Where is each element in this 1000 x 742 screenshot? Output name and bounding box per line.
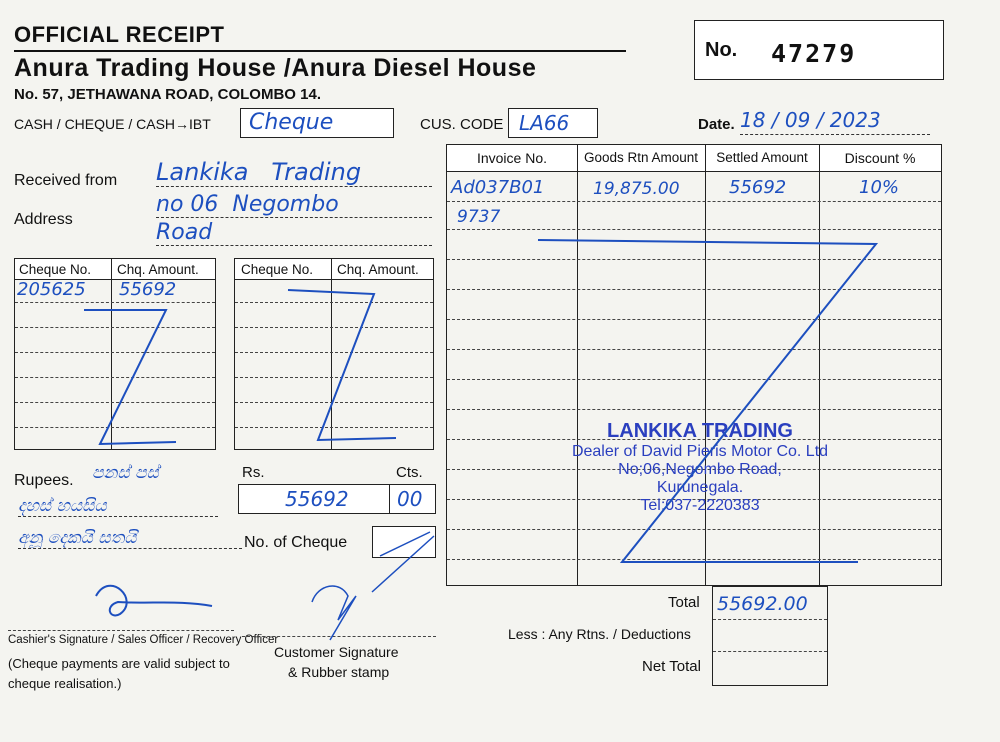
cashier-label: Cashier's Signature / Sales Officer / Recovery Officer [8,634,279,646]
invoice-row-1-goods: 19,875.00 [593,179,680,199]
receipt-title: OFFICIAL RECEIPT [14,22,225,47]
less-label: Less : Any Rtns. / Deductions [508,626,691,642]
payment-mode-value: Cheque [249,110,334,135]
cheque-amount-value: 55692 [119,279,177,300]
stamp-line2: Dealer of David Pieris Motor Co. Ltd [571,443,829,460]
invoice-no-header: Invoice No. [447,150,577,166]
rs-label: Rs. [242,464,265,481]
address-line1: no 06 Negombo [156,192,432,218]
no-cheque-strike [380,532,430,556]
received-from-value: Lankika Trading [156,158,432,187]
invoice-row-1-discount: 10% [859,177,900,198]
rupees-words-line3: අනූ දෙකයි සතයි [18,528,242,549]
customer-signature-label: Customer Signature [274,644,399,660]
cashier-signature [96,586,212,616]
company-address: No. 57, JETHAWANA ROAD, COLOMBO 14. [14,86,321,103]
cheque-no-header: Cheque No. [19,262,92,277]
rupees-label: Rupees. [14,472,74,489]
z-strike-left-table [84,310,176,444]
invoice-row-1-settled: 55692 [729,177,787,198]
receipt-no-value: 47279 [771,39,857,68]
cheque-note-1: (Cheque payments are valid subject to [8,656,230,671]
cts-label: Cts. [396,464,423,481]
cheque-amount-header: Chq. Amount. [117,262,199,277]
customer-signature [312,536,434,640]
address-line2: Road [156,220,432,246]
rubber-stamp-label: & Rubber stamp [288,664,390,680]
invoice-row-1-invoice: Ad037B01 [451,177,545,198]
goods-rtn-header: Goods Rtn Amount [577,150,705,165]
address-label: Address [14,211,73,228]
cus-code-label: CUS. CODE [420,116,504,133]
rupees-words-line1: පනස් පස් [92,463,159,483]
cheque-no-value: 205625 [17,279,86,300]
cheque-amount-header-2: Chq. Amount. [337,262,419,277]
rs-value: 55692 [285,487,349,511]
discount-header: Discount % [819,150,941,166]
received-from-label: Received from [14,172,118,189]
rupees-words-line2: දහස් හයසිය [18,496,218,517]
stamp-line3: No;06,Negombo Road, [618,461,782,478]
date-label: Date. [698,116,735,133]
company-name: Anura Trading House /Anura Diesel House [14,54,537,82]
net-total-label: Net Total [642,658,701,675]
total-value: 55692.00 [717,593,808,615]
no-of-cheque-label: No. of Cheque [244,534,348,551]
cus-code-value: LA66 [519,111,570,135]
receipt-no-label: No. [705,39,738,61]
cts-value: 00 [397,487,423,511]
settled-header: Settled Amount [705,150,819,165]
z-strike-right-table [288,290,396,440]
total-label: Total [668,594,700,611]
payment-mode-label: CASH / CHEQUE / CASH→IBT [14,116,211,132]
stamp-line4: Kurunegala. [656,479,744,496]
stamp-line5: Tel;037-2220383 [640,497,760,514]
stamp-line1: LANKIKA TRADING [607,420,793,442]
cheque-no-header-2: Cheque No. [241,262,314,277]
z-strike-invoice-table [538,240,876,562]
cheque-note-2: cheque realisation.) [8,676,122,691]
date-value: 18 / 09 / 2023 [740,108,930,135]
invoice-row-2-invoice: 9737 [457,207,501,227]
